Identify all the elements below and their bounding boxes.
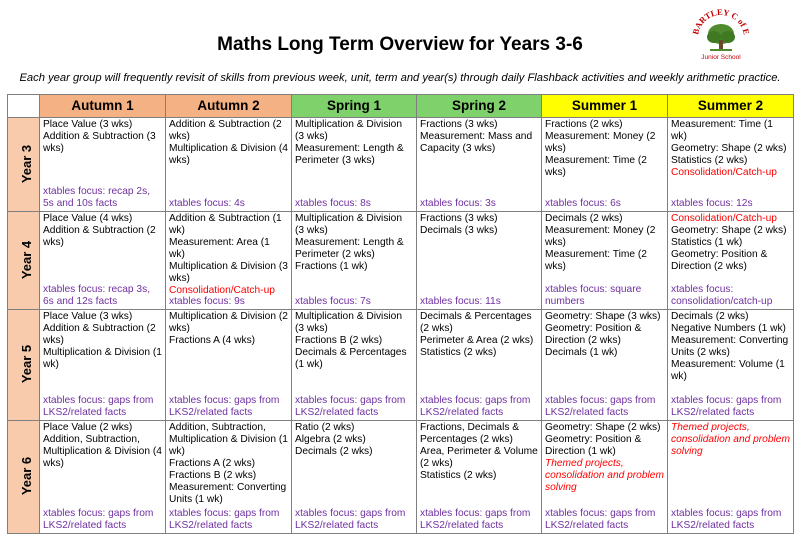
table-cell [166, 118, 292, 212]
table-cell [417, 421, 542, 534]
school-logo [690, 4, 752, 66]
table-cell [292, 118, 417, 212]
topic-item: Decimals & Percentages (1 wk) [295, 347, 407, 370]
table-cell [292, 310, 417, 421]
topic-item: Geometry: Shape (2 wks) [545, 422, 661, 433]
topic-item: Ratio (2 wks) [295, 422, 355, 433]
year-label: Year 6 [19, 456, 35, 496]
term-header-summer-2: Summer 2 [668, 95, 794, 118]
topic-item: Addition & Subtraction (1 wk) [169, 213, 282, 236]
topic-item: Negative Numbers (1 wk) [671, 323, 786, 334]
xtables-focus: xtables focus: 12s [671, 198, 753, 209]
topic-item: Themed projects, consolidation and problem solving [671, 422, 790, 457]
topic-item: Decimals (2 wks) [295, 446, 373, 457]
topic-item: Multiplication & Division (2 wks) [169, 311, 288, 334]
topic-item: Multiplication & Division (4 wks) [169, 143, 288, 166]
table-row [8, 118, 794, 212]
topic-item: Fractions (3 wks) [420, 119, 498, 130]
topic-item: Addition & Subtraction (2 wks) [43, 323, 156, 346]
xtables-focus: xtables focus: recap 3s, 6s and 12s facts [43, 284, 151, 307]
logo-subtext: Junior School [701, 54, 741, 61]
year-label-cell [8, 310, 40, 421]
topic-item: Statistics (1 wk) [671, 237, 743, 248]
topic-item: Place Value (2 wks) [43, 422, 133, 433]
topic-item: Fractions (3 wks) [420, 213, 498, 224]
topic-item: Measurement: Time (2 wks) [545, 155, 647, 178]
topic-item: Multiplication & Division (3 wks) [295, 311, 403, 334]
topic-item: Geometry: Position & Direction (1 wk) [545, 434, 642, 457]
year-label: Year 3 [19, 144, 35, 183]
topic-item: Measurement: Area (1 wk) [169, 237, 270, 260]
xtables-focus: xtables focus: gaps from LKS2/related facts [295, 508, 406, 531]
topic-item: Decimals (1 wk) [545, 347, 618, 358]
topic-item: Place Value (3 wks) [43, 119, 133, 130]
table-row [8, 212, 794, 310]
term-header-spring-1: Spring 1 [292, 95, 417, 118]
topic-item: Consolidation/Catch-up [169, 285, 275, 296]
topic-item: Measurement: Time (1 wk) [671, 119, 773, 142]
xtables-focus: xtables focus: gaps from LKS2/related facts [43, 395, 154, 418]
topic-item: Addition & Subtraction (2 wks) [43, 225, 156, 248]
topic-item: Fractions (1 wk) [295, 261, 368, 272]
table-cell [668, 118, 794, 212]
xtables-focus: xtables focus: square numbers [545, 284, 642, 307]
table-cell [417, 212, 542, 310]
xtables-focus: xtables focus: gaps from LKS2/related facts [169, 395, 280, 418]
table-cell [542, 310, 668, 421]
xtables-focus: xtables focus: gaps from LKS2/related facts [671, 395, 782, 418]
table-cell [40, 212, 166, 310]
topic-item: Decimals & Percentages (2 wks) [420, 311, 532, 334]
topic-item: Consolidation/Catch-up [671, 213, 777, 224]
topic-item: Measurement: Mass and Capacity (3 wks) [420, 131, 533, 154]
xtables-focus: xtables focus: consolidation/catch-up [671, 284, 773, 307]
topic-item: Measurement: Volume (1 wk) [671, 359, 785, 382]
topic-item: Consolidation/Catch-up [671, 167, 777, 178]
table-cell [542, 118, 668, 212]
topic-item: Geometry: Position & Direction (2 wks) [671, 249, 768, 272]
table-cell [542, 421, 668, 534]
year-label-cell [8, 212, 40, 310]
topic-item: Addition, Subtraction, Multiplication & Division (1 wk) [169, 422, 288, 457]
topic-item: Multiplication & Division (3 wks) [295, 213, 403, 236]
topic-item: Measurement: Converting Units (2 wks) [671, 335, 789, 358]
topic-item: Multiplication & Division (3 wks) [295, 119, 403, 142]
xtables-focus: xtables focus: 11s [420, 296, 501, 307]
topic-item: Fractions (2 wks) [545, 119, 623, 130]
topic-item: Measurement: Converting Units (1 wk) [169, 482, 287, 505]
tree-icon [707, 24, 735, 51]
term-header-row [8, 95, 794, 118]
table-cell [40, 118, 166, 212]
topic-item: Decimals (2 wks) [545, 213, 623, 224]
page-title: Maths Long Term Overview for Years 3-6 [217, 34, 583, 55]
table-cell [166, 421, 292, 534]
topic-item: Statistics (2 wks) [420, 347, 497, 358]
topic-item: Fractions A (2 wks) [169, 458, 256, 469]
topic-item: Fractions B (2 wks) [169, 470, 257, 481]
xtables-focus: xtables focus: gaps from LKS2/related facts [545, 508, 656, 531]
table-cell [668, 212, 794, 310]
topic-item: Measurement: Money (2 wks) [545, 225, 656, 248]
term-header-summer-1: Summer 1 [542, 95, 668, 118]
topic-item: Statistics (2 wks) [671, 155, 748, 166]
table-cell [292, 212, 417, 310]
topic-item: Geometry: Shape (3 wks) [545, 311, 661, 322]
topic-item: Geometry: Shape (2 wks) [671, 225, 787, 236]
xtables-focus: xtables focus: 9s [169, 296, 245, 307]
xtables-focus: xtables focus: 3s [420, 198, 496, 209]
topic-item: Addition & Subtraction (3 wks) [43, 131, 156, 154]
xtables-focus: xtables focus: gaps from LKS2/related facts [169, 508, 280, 531]
topic-item: Area, Perimeter & Volume (2 wks) [420, 446, 538, 469]
year-label: Year 4 [19, 240, 35, 279]
table-cell [292, 421, 417, 534]
topic-item: Addition, Subtraction, Multiplication & Division (4 wks) [43, 434, 162, 469]
xtables-focus: xtables focus: gaps from LKS2/related facts [295, 395, 406, 418]
table-cell [668, 421, 794, 534]
year-label: Year 5 [19, 344, 35, 384]
xtables-focus: xtables focus: gaps from LKS2/related facts [545, 395, 656, 418]
term-header-autumn-2: Autumn 2 [166, 95, 292, 118]
topic-item: Multiplication & Division (3 wks) [169, 261, 288, 284]
table-cell [166, 310, 292, 421]
topic-item: Measurement: Length & Perimeter (3 wks) [295, 143, 404, 166]
header-corner [8, 95, 40, 118]
topic-item: Place Value (3 wks) [43, 311, 133, 322]
topic-item: Geometry: Position & Direction (2 wks) [545, 323, 642, 346]
table-cell [668, 310, 794, 421]
xtables-focus: xtables focus: 8s [295, 198, 371, 209]
table-cell [40, 310, 166, 421]
topic-item: Decimals (3 wks) [420, 225, 498, 236]
xtables-focus: xtables focus: gaps from LKS2/related facts [671, 508, 782, 531]
term-header-spring-2: Spring 2 [417, 95, 542, 118]
table-cell [417, 310, 542, 421]
xtables-focus: xtables focus: gaps from LKS2/related facts [43, 508, 154, 531]
xtables-focus: xtables focus: 4s [169, 198, 245, 209]
topic-item: Perimeter & Area (2 wks) [420, 335, 534, 346]
overview-table [7, 94, 794, 534]
table-cell [542, 212, 668, 310]
page-subtitle: Each year group will frequently revisit of skills from previous week, unit, term and year(s) through daily Flashback activities and weekly arithmetic practice. [19, 72, 781, 84]
topic-item: Statistics (2 wks) [420, 470, 497, 481]
topic-item: Fractions, Decimals & Percentages (2 wks) [420, 422, 520, 445]
table-cell [417, 118, 542, 212]
year-label-cell [8, 421, 40, 534]
term-header-autumn-1: Autumn 1 [40, 95, 166, 118]
topic-item: Decimals (2 wks) [671, 311, 749, 322]
topic-item: Fractions A (4 wks) [169, 335, 256, 346]
topic-item: Addition & Subtraction (2 wks) [169, 119, 282, 142]
topic-item: Algebra (2 wks) [295, 434, 366, 445]
topic-item: Multiplication & Division (1 wk) [43, 347, 162, 370]
table-row [8, 421, 794, 534]
xtables-focus: xtables focus: 6s [545, 198, 621, 209]
topic-item: Place Value (4 wks) [43, 213, 133, 224]
year-label-cell [8, 118, 40, 212]
xtables-focus: xtables focus: gaps from LKS2/related facts [420, 395, 531, 418]
xtables-focus: xtables focus: gaps from LKS2/related facts [420, 508, 531, 531]
topic-item: Measurement: Money (2 wks) [545, 131, 656, 154]
topic-item: Themed projects, consolidation and problem solving [545, 458, 664, 493]
xtables-focus: xtables focus: recap 2s, 5s and 10s facts [43, 186, 151, 209]
table-row [8, 310, 794, 421]
topic-item: Geometry: Shape (2 wks) [671, 143, 787, 154]
topic-item: Fractions B (2 wks) [295, 335, 383, 346]
topic-item: Measurement: Length & Perimeter (2 wks) [295, 237, 404, 260]
topic-item: Measurement: Time (2 wks) [545, 249, 647, 272]
logo-text: BARTLEY C of E [690, 6, 752, 36]
table-cell [166, 212, 292, 310]
table-cell [40, 421, 166, 534]
xtables-focus: xtables focus: 7s [295, 296, 371, 307]
